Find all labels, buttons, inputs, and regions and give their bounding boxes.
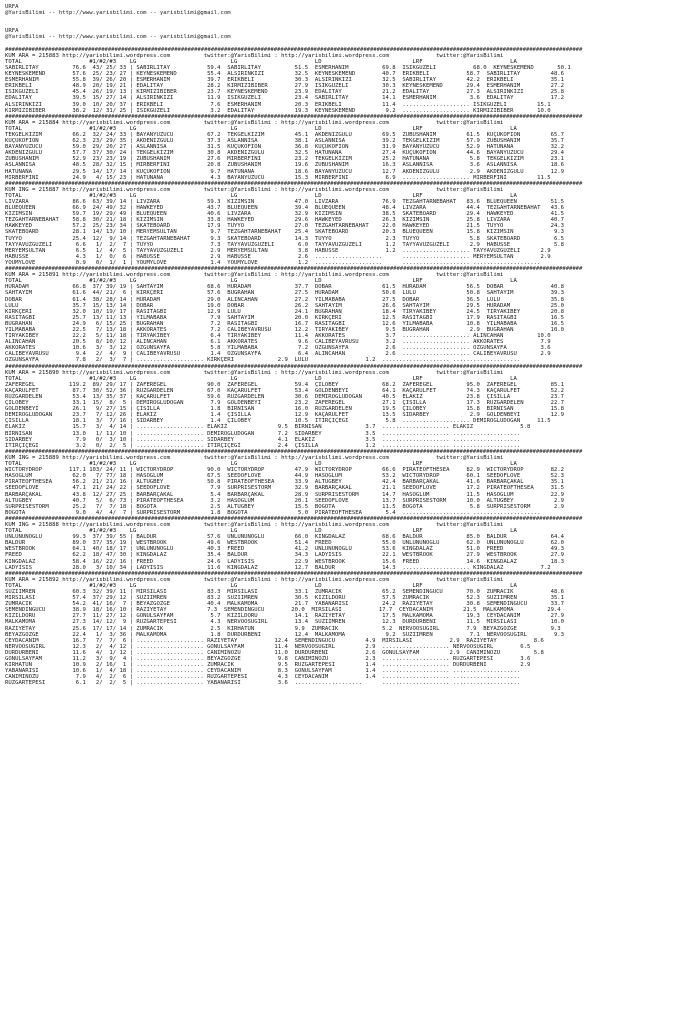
text-line: HABUSSE 4.3 1/ 0/ 6 | HABUSSE 2.9 HABUSSE 2.6 .................... .................... MERYEMSULTAN 2.9 <box>5 253 551 260</box>
text-line: CEYDACANIM 16.7 7/ 7/ 6 | .................... RAZIYETAY 12.4 SEMENDINGÜCÜ 4.9 MIRSILASI 2.9 RAZIYETAY 8.6 <box>5 637 544 644</box>
text-line: HASOGLUM 62.0 7/ 77/ 18 | HASOGLUM 67.5 SEEDOFLOVE 44.9 HASOGLUM 53.2 WICTORYDROP 60.1 SEEDOFLOVE 52.3 <box>5 473 565 480</box>
section-separator: ############################################################################################################################################################################## <box>5 363 583 370</box>
section-separator: ############################################################################################################################################################################## <box>5 266 583 273</box>
section-separator: ############################################################################################################################################################################## <box>5 46 583 53</box>
text-line: CALIBEYAVRUSU 9.4 2/ 4/ 9 | CALIBEYAVRUSU 1.4 ÖZGÜNSAYFA 6.4 ALINCAHAN 2.6 .................... CALIBEYAVRUSU 2.9 <box>5 351 551 358</box>
text-line: KIZILDORU 27.7 11/ 27/ 12 | GÖNÜLSAYFAM 5.7 KIZILDORU 14.1 RAZIYETAY 17.5 MALKAMOMA 19.3 CEYDACANIM 27.9 <box>5 613 565 620</box>
text-line: ZAFEREGEL 119.2 89/ 29/ 17 | ZAFEREGEL 90.0 ZAFEREGEL 59.4 ÇILOBEY 68.2 ZAFEREGEL 95.0 ZAFEREGEL 85.1 <box>5 381 565 388</box>
text-line: DURDURBENI 11.6 4/ 1/ 12 | .................... CANIMINOZÜ 11.0 DURDURBENI 2.6 GÖNÜLSAYFAM 2.9 CANIMINOZÜ 5.8 <box>5 649 544 656</box>
text-line: YILMABABA 22.5 7/ 13/ 18 | AKKORATES 7.2 CALIBEYAVRUSU 12.2 TIRYAKIBEY 9.5 BUGRAHAN 2.9 BUGRAHAN 10.0 <box>5 326 565 333</box>
text-line: YOUMYLOVE 0.9 0/ 1/ 1 | YOUMYLOVE 1.4 YOUMYLOVE 1.2 .................... .................... .................... <box>5 259 541 266</box>
text-line: TEKGELKIZIM 66.2 32/ 24/ 33 | BAYANYÜZÜCÜ 67.2 TEKGELKIZIM 45.1 AKDENIZGÜLÜ 69.5 ZÜBUSHANIM 61.5 KÜÇÜKOFION 65.7 <box>5 131 565 138</box>
text-line: ÖZGÜNSAYFA 7.8 2/ 3/ 7 | .................... KIRKÇERI 2.9 LULU 1.2 .................... .................... <box>5 357 521 364</box>
section-header-line: TOTAL #1/#2/#3 LG LG LD LRF LA <box>5 461 517 468</box>
text-line: EDALITAY 39.5 15/ 27/ 14 | ALSIRINKIZI 11.9 ISIKGÜZELI 23.4 SABIRLITAY 14.1 ESMERHANIM 3.6 EDALITAY 17.2 <box>5 95 565 102</box>
section-separator: ############################################################################################################################################################################## <box>5 448 583 455</box>
section-separator: ############################################################################################################################################################################## <box>5 113 583 120</box>
text-line: LULU 35.7 15/ 13/ 14 | DOBAR 19.0 DOBAR 26.2 SAHTAYIM 26.6 SAHTAYIM 29.5 HÜRADAM 25.0 <box>5 302 565 309</box>
text-line: ALSIRINKIZI 39.0 10/ 20/ 37 | ERIKBELI 7.6 ESMERHANIM 20.3 ERIKBELI 11.4 .................... ISIKGÜZELI 15.1 <box>5 101 551 108</box>
text-line: SAHTAYIM 61.6 44/ 21/ 6 | KIRKÇERI 57.6 BUGRAHAN 27.5 HÜRADAM 50.6 LULU 50.8 SAHTAYIM 39.3 <box>5 290 565 297</box>
text-line: HAWKEYED 57.2 25/ 23/ 34 | SKATEBOARD 17.9 TUYYO 27.0 TEZGAHTARNEBAHAT 22.0 HAWKEYED 21.5 TUYYO 24.3 <box>5 223 565 230</box>
section-header-line: TOTAL #1/#2/#3 LG LG LD LRF LA <box>5 582 517 589</box>
text-line: URFA <box>5 28 19 35</box>
text-line: BAYANYÜZÜCÜ 59.0 29/ 20/ 27 | ASLANNISA 31.5 KÜÇÜKOFION 36.8 KÜÇÜKOFION 31.9 BAYANYÜZÜCÜ 52.9 HATUNANA 32.2 <box>5 144 565 151</box>
text-line: BEYAZGÖZGE 22.4 1/ 3/ 36 | MALKAMOMA 1.8 DURDURBENI 12.4 MALKAMOMA 9.2 SUZIIMREN 7.1 NERVOOSUGIRL 9.3 <box>5 631 565 638</box>
text-line: ISIKGÜZELI 45.4 26/ 19/ 13 | KIRMIZIBIBER 23.7 KEYNESKEMEND 23.9 EDALITAY 21.2 EDALITAY 27.3 ALSIRINKIZI 25.8 <box>5 89 565 96</box>
section-header-line: KUM ARA = 215884 http://yarisbilimi.wordpress.com twitter:@YarisBilimi : http://yarisbilimi.wordpress.com twitter:@YarisBilimi <box>5 119 504 126</box>
text-line: HATUNANA 29.5 14/ 17/ 14 | KÜÇÜKOFION 9.7 HATUNANA 18.6 BAYANYÜZÜCÜ 12.7 AKDENIZGÜLÜ 2.9 AKDENIZGÜLÜ 12.9 <box>5 168 565 175</box>
text-line: SEEDOFLOVE 47.1 21/ 24/ 22 | SEEDOFLOVE 7.9 SURPRISESTORM 32.9 BARBARÇAKAL 21.1 SEEDOFLOVE 17.2 PIRATEOFTHESEA 31.5 <box>5 485 565 492</box>
section-header-line: KUM ING = 215889 http://yarisbilimi.wordpress.com twitter:@YarisBilimi : http://yarisbilimi.wordpress.com twitter:@YarisBilimi <box>5 454 504 461</box>
text-line: ALTUGBEY 40.7 5/ 6/ 73 | PIRATEOFTHESEA 3.2 HASOGLUM 20.1 SEEDOFLOVE 13.7 SURPRISESTORM 10.0 ALTUGBEY 2.9 <box>5 497 565 504</box>
text-line: ESMERHANIM 55.8 39/ 26/ 20 | ESMERHANIM 39.7 ERIKBELI 30.3 ALSIRINKIZI 32.5 SABIRLITAY 42.2 ERIKBELI 35.1 <box>5 77 565 84</box>
text-line: HÜRADAM 66.8 37/ 39/ 19 | SAHTAYIM 68.6 HÜRADAM 37.7 DOBAR 61.5 HÜRADAM 56.5 DOBAR 40.8 <box>5 284 565 291</box>
text-line: URFA <box>5 4 19 10</box>
section-header-line: KUM ARA = 215891 http://yarisbilimi.wordpress.com twitter:@YarisBilimi : http://yarisbilimi.wordpress.com twitter:@YarisBilimi <box>5 272 504 279</box>
text-line: FREED 62.2 18/ 47/ 30 | KINGDALAZ 35.4 BALDUR 34.3 LADYISIS 22.1 WESTBROOK 27.9 WESTBROOK 27.9 <box>5 552 565 559</box>
section-header-line: TOTAL #1/#2/#3 LG LG LD LRF LA <box>5 375 517 382</box>
section-header-line: TOTAL #1/#2/#3 LG LG LD LRF LA <box>5 58 517 65</box>
text-line: TIRYAKIBEY 22.2 5/ 11/ 18 | TIRYAKIBEY 6.4 TIRYAKIBEY 11.4 AKKORATES 3.7 .................... ALINCAHAN 10.0 <box>5 333 551 340</box>
text-line: AKDENIZGÜLÜ 57.7 37/ 30/ 24 | TEKGELKIZIM 30.8 AKDENIZGÜLÜ 32.5 HATUNANA 27.4 KÜÇÜKOFION 44.6 BAYANYÜZÜCÜ 29.4 <box>5 150 565 157</box>
text-line: YABANARISI 10.6 1/ 4/ 18 | .................... CEYDACANIM 8.3 GÖNÜLSAYFAM 1.4 .................... .................... <box>5 668 521 675</box>
text-line: ÇILOBEY 33.1 15/ 8/ 5 | DEMIROGLUDOGAN 7.9 GOLDENBEYI 23.2 ZAFEREGEL 27.1 ÇISILLA 17.3 RÜZGARDELEN 22.7 <box>5 400 565 407</box>
text-line: MALKAMOMA 27.3 14/ 12/ 9 | RÜZGARTEPESI 4.3 NERVOOSUGIRL 13.4 SUZIIMREN 12.3 DURDURBENI 11.5 MIRSILASI 10.0 <box>5 619 565 626</box>
text-line: GOLDENBEYI 26.1 9/ 27/ 15 | ÇISILLA 1.8 BIRNISAN 16.0 RÜZGARDELEN 19.5 ÇILOBEY 15.8 BIRNISAN 15.8 <box>5 406 565 413</box>
text-line: KIRHATUN 10.9 2/ 16/ 1 | .................... ZÜMRACIK 9.5 RÜZGARTEPESI 1.4 .................... DURDURBENI 2.9 <box>5 662 531 669</box>
text-line: KEYNESKEMEND 57.6 25/ 23/ 27 | KEYNESKEMEND 55.4 ALSIRINKIZI 32.5 KEYNESKEMEND 40.7 ERIKBELI 58.7 SABIRLITAY 48.6 <box>5 71 565 78</box>
text-line: RASITAGBI 25.7 13/ 11/ 13 | YILMABABA 7.9 SAHTAYIM 20.0 KIRKÇERI 12.5 RASITAGBI 17.9 RASITAGBI 16.5 <box>5 314 565 321</box>
text-line: KIZIMSIN 59.7 19/ 29/ 49 | BLUEQUEEN 40.6 LIVZARA 32.9 KIZIMSIN 38.5 SKATEBOARD 29.4 HAWKEYED 41.5 <box>5 211 565 218</box>
section-header-line: TOTAL #1/#2/#3 LG LG LD LRF LA <box>5 528 517 535</box>
text-line: SIDARBEY 7.9 0/ 3/ 10 | .................... SIDARBEY 4.1 ELAKIZ 3.5 .................... .................... <box>5 436 521 443</box>
text-line: TAYYAVUZGÜZELI 6.6 1/ 2/ 7 | TUYYO 7.3 TAYYAVUZGÜZELI 6.0 TAYYAVUZGÜZELI 1.2 TAYYAVUZGÜZELI 2.9 HABUSSE 5.8 <box>5 241 565 248</box>
text-line: BLUEQUEEN 66.9 24/ 49/ 32 | HAWKEYED 43.7 BLUEQUEEN 39.4 BLUEQUEEN 48.4 LIVZARA 44.4 TEZGAHTARNEBAHAT 43.6 <box>5 205 565 212</box>
text-line: SUZIIMREN 60.3 32/ 39/ 11 | MIRSILASI 83.3 MIRSILASI 33.1 ZÜMRACIK 65.2 SEMENDINGÜCÜ 70.0 ZÜMRACIK 48.6 <box>5 589 565 595</box>
text-line: BALDUR 89.0 37/ 35/ 19 | WESTBROOK 49.6 WESTBROOK 51.4 FREED 55.0 ÜNLÜNÜNOGLU 62.0 ÜNLÜNÜNOGLU 62.0 <box>5 540 565 547</box>
text-line: BOGOTA 9.0 4/ 4/ 7 | SURPRISESTORM 1.8 BOGOTA 5.0 PIRATEOFTHESEA 5.4 .................... .................... <box>5 509 541 516</box>
text-line: BUGRAHAN 24.9 6/ 15/ 25 | BUGRAHAN 7.2 RASITAGBI 16.7 RASITAGBI 12.6 YILMABABA 10.8 YILMABABA 16.5 <box>5 320 565 327</box>
section-header-line: KUM ING = 215887 http://yarisbilimi.wordpress.com twitter:@YarisBilimi : http://yarisbilimi.wordpress.com twitter:@YarisBilimi <box>5 186 504 193</box>
text-line: RÜZGARTEPESI 6.1 2/ 2/ 5 | .................... YABANARISI 3.6 .................... .................... .................... <box>5 680 521 687</box>
text-line: ÇISILLA 18.1 3/ 7/ 16 | SIDARBEY 1.4 ÇILOBEY 10.5 ITIRÇIÇEGI 5.8 .................... DEMIROGLUDOGAN 11.5 <box>5 418 551 425</box>
text-line: SURPRISESTORM 25.2 7/ 7/ 18 | BOGOTA 2.5 ALTUGBEY 15.5 BOGOTA 11.5 BOGOTA 5.8 SURPRISESTORM 2.9 <box>5 503 565 510</box>
section-header-line: KUM ING = 215888 http://yarisbilimi.wordpress.com twitter:@YarisBilimi : http://yarisbilimi.wordpress.com twitter:@YarisBilimi <box>5 521 504 528</box>
text-line: KINGDALAZ 58.4 16/ 22/ 16 | FREED 24.6 LADYISIS 22.9 WESTBROOK 15.6 FREED 14.6 KINGDALAZ 18.3 <box>5 558 565 565</box>
text-line: TUYYO 25.4 12/ 9/ 14 | TEZGAHTARNEBAHAT 9.3 SKATEBOARD 14.3 TUYYO 2.3 TUYYO 5.8 SKATEBOARD 6.5 <box>5 235 565 242</box>
text-line: MIRBERFINI 24.9 4/ 15/ 23 | HATUNANA 4.3 BAYANYÜZÜCÜ 15.3 MIRBERFINI 6.9 .................... MIRBERFINI 11.5 <box>5 174 551 181</box>
text-line: ALINCAHAN 20.5 8/ 10/ 12 | ALINCAHAN 6.1 AKKORATES 9.6 CALIBEYAVRUSU 3.2 .................... AKKORATES 7.9 <box>5 339 551 346</box>
text-line: ZÜBUSHANIM 52.9 23/ 23/ 19 | ZÜBUSHANIM 27.6 MIRBERFINI 23.2 TEKGELKIZIM 25.2 HATUNANA 5.8 TEKGELKIZIM 23.1 <box>5 156 565 163</box>
section-separator: ############################################################################################################################################################################## <box>5 515 583 522</box>
text-line: ELAKIZ 15.7 3/ 4/ 14 | .................... ELAKIZ 9.5 BIRNISAN 3.7 .................... ELAKIZ 5.8 <box>5 424 531 431</box>
text-line: MIRSILASI 57.4 37/ 29/ 12 | SUZIIMREN 83.2 SUZIIMREN 30.5 KIZILDORU 57.5 ZÜMRACIK 52.3 SUZIIMREN 35.1 <box>5 595 565 602</box>
text-line: LIVZARA 86.6 63/ 39/ 14 | LIVZARA 59.3 KIZIMSIN 47.0 LIVZARA 76.9 TEZGAHTARNEBAHAT 83.6 BLUEQUEEN 51.5 <box>5 199 565 205</box>
section-separator: ############################################################################################################################################################################## <box>5 570 583 577</box>
text-line: NERVOOSUGIRL 12.3 2/ 4/ 12 | .................... GÖNÜLSAYFAM 11.4 NERVOOSUGIRL 2.9 .................... NERVOOSUGIRL 6.5 <box>5 643 531 650</box>
text-line: BIRNISAN 13.0 1/ 11/ 10 | .................... DEMIROGLUDOGAN 7.2 SIDARBEY 3.5 .................... .................... <box>5 430 521 437</box>
text-line: WESTBROOK 64.1 40/ 18/ 17 | ÜNLÜNÜNOGLU 40.3 FREED 41.2 ÜNLÜNÜNOGLU 53.6 KINGDALAZ 51.0 FREED 49.3 <box>5 546 565 553</box>
text-line: WICTORYDROP 117.1 103/ 24/ 11 | WICTORYDROP 90.0 WICTORYDROP 47.9 WICTORYDROP 66.6 PIRATEOFTHESEA 82.9 WICTORYDROP 82.2 <box>5 467 565 474</box>
section-header-line: TOTAL #1/#2/#3 LG LG LD LRF LA <box>5 278 517 285</box>
text-line: KIRKÇERI 32.0 10/ 19/ 17 | RASITAGBI 12.9 LULU 24.1 BUGRAHAN 18.4 TIRYAKIBEY 24.5 TIRYAKIBEY 20.8 <box>5 308 565 315</box>
section-header-line: KUM ARA = 215883 http://yarisbilimi.wordpress.com twitter:@YarisBilimi : http://yarisbilimi.wordpress.com twitter:@YarisBilimi <box>5 52 504 59</box>
section-header-line: TOTAL #1/#2/#3 LG LG LD LRF LA <box>5 125 517 132</box>
text-line: LADYISIS 28.0 3/ 10/ 34 | LADYISIS 11.6 KINGDALAZ 12.7 BALDUR 14.3 .................... KINGDALAZ 7.2 <box>5 564 551 571</box>
text-line: ÜNLÜNÜNOGLU 99.3 37/ 39/ 55 | BALDUR 57.6 ÜNLÜNÜNOGLU 66.0 KINGDALAZ 68.6 BALDUR 85.0 BALDUR 64.4 <box>5 534 565 541</box>
section-header-line: KUM ARA = 215890 http://yarisbilimi.wordpress.com twitter:@YarisBilimi : http://yarisbilimi.wordpress.com twitter:@YarisBilimi <box>5 369 504 376</box>
text-line: CANIMINOZÜ 7.9 4/ 2/ 6 | .................... RÜZGARTEPESI 4.3 CEYDACANIM 1.4 .................... .................... <box>5 674 521 681</box>
section-header-line: KUM ARA = 215892 http://yarisbilimi.wordpress.com twitter:@YarisBilimi : http://yarisbilimi.wordpress.com twitter:@YarisBilimi <box>5 576 504 583</box>
text-line: ERIKBELI 48.9 20/ 19/ 21 | EDALITAY 28.2 KIRMIZIBIBER 27.9 ISIKGÜZELI 30.3 KEYNESKEMEND 29.4 ESMERHANIM 27.2 <box>5 83 565 90</box>
section-separator: ############################################################################################################################################################################## <box>5 180 583 187</box>
text-line: SKATEBOARD 28.1 14/ 13/ 10 | MERYEMSULTAN 9.7 TEZGAHTARNEBAHAT 25.4 SKATEBOARD 20.3 BLUEQUEEN 15.8 KIZIMSIN 9.3 <box>5 229 565 236</box>
text-line: ITIRÇIÇEGI 3.2 0/ 2/ 5 | .................... ITIRÇIÇEGI 2.4 ÇISILLA 1.2 .................... .................... <box>5 442 521 449</box>
text-line: KÜÇÜKOFION 62.3 23/ 29/ 35 | AKDENIZGÜLÜ 37.3 ASLANNISA 38.1 ASLANNISA 39.2 TEKGELKIZIM 57.9 ZÜBUSHANIM 35.7 <box>5 138 565 145</box>
text-line: @YarisBilimi -- http://www.yarisbilimi.com -- yarisbilimi@gmail.com <box>5 34 231 41</box>
text-line: DOBAR 61.4 38/ 28/ 14 | HÜRADAM 29.0 ALINCAHAN 27.2 YILMABABA 27.5 DOBAR 36.5 LULU 35.8 <box>5 296 565 303</box>
text-line: RAZIYETAY 25.6 17/ 17/ 14 | ZÜMRACIK 2.5 KIRHATUN 9.9 ZÜMRACIK 5.2 NERVOOSUGIRL 7.9 BEYAZGÖZGE 9.3 <box>5 625 561 632</box>
section-header-line: TOTAL #1/#2/#3 LG LG LD LRF LA <box>5 192 517 199</box>
text-line: TEZGAHTARNEBAHAT 58.8 30/ 21/ 18 | KIZIMSIN 33.8 HAWKEYED 29.6 HAWKEYED 26.3 KIZIMSIN 25.8 LIVZARA 40.7 <box>5 217 565 224</box>
text-line: SABIRLITAY 76.6 43/ 25/ 33 | SABIRLITAY 59.4 SABIRLITAY 51.5 ESMERHANIM 69.8 ISIKGÜZELI 68.0 KEYNESKEMEND 50.1 <box>5 64 571 71</box>
text-line: MERYEMSULTAN 6.5 1/ 4/ 5 | TAYYAVUZGÜZELI 2.9 MERYEMSULTAN 3.8 HABUSSE 1.2 .................... TAYYAVUZGÜZELI 2.9 <box>5 247 551 254</box>
text-line: SEMENDINGÜCÜ 38.9 18/ 16/ 10 | RAZIYETAY 7.3 SEMENDINGÜCÜ 20.0 MIRSILASI 17.7 CEYDACANIM 21.5 MALKAMOMA 29.4 <box>5 607 561 614</box>
text-line: ZÜMRACIK 54.2 41/ 16/ 7 | BEYAZGÖZGE 40.4 MALKAMOMA 21.7 YABANARISI 24.2 RAZIYETAY 30.8 SEMENDINGÜCÜ 33.7 <box>5 601 565 608</box>
text-line: KIRMIZIBIBER 38.2 12/ 31/ 25 | ISIKGÜZELI 3.2 EDALITAY 19.3 KEYNESKEMEND 9.2 .................... KIRMIZIBIBER 10.0 <box>5 107 551 114</box>
text-line: GÖNÜLSAYFAM 11.2 3/ 9/ 4 | .................... BEYAZGÖZGE 9.8 CANIMINOZÜ 2.3 .................... RÜZGARTEPESI 3.6 <box>5 656 531 663</box>
text-line: AKKORATES 10.6 3/ 3/ 12 | ÖZGÜNSAYFA 5.8 YILMABABA 7.2 ÖZGÜNSAYFA 2.6 .................... ÖZGÜNSAYFA 3.6 <box>5 345 551 352</box>
text-line: BARBARÇAKAL 43.8 12/ 27/ 25 | BARBARÇAKAL 5.4 BARBARÇAKAL 28.9 SURPRISESTORM 14.7 HASOGLUM 11.5 HASOGLUM 22.9 <box>5 491 565 498</box>
text-line: PIRATEOFTHESEA 56.2 21/ 21/ 16 | ALTUGBEY 50.8 PIRATEOFTHESEA 33.9 ALTUGBEY 42.4 BARBARÇAKAL 41.6 BARBARÇAKAL 35.1 <box>5 479 565 486</box>
text-line: @YarisBilimi -- http://www.yarisbilimi.com -- yarisbilimi@gmail.com <box>5 10 231 17</box>
text-line: KAÇARÜLFET 87.7 30/ 52/ 36 | RÜZGARDELEN 67.0 KAÇARÜLFET 53.4 GOLDENBEYI 64.1 KAÇARÜLFET 74.3 KAÇARÜLFET 52.2 <box>5 387 565 394</box>
text-line: DEMIROGLUDOGAN 23.7 7/ 12/ 26 | ELAKIZ 1.4 ÇISILLA 12.9 KAÇARÜLFET 13.5 SIDARBEY 2.9 GOLDENBEYI 12.9 <box>5 412 565 419</box>
text-line: RÜZGARDELEN 53.4 13/ 35/ 37 | KAÇARÜLFET 59.6 RÜZGARDELEN 30.6 DEMIROGLUDOGAN 40.5 ELAKIZ 23.8 ÇISILLA 23.7 <box>5 394 565 400</box>
text-line: ASLANNISA 48.5 28/ 32/ 15 | MIRBERFINI 20.8 ZÜBUSHANIM 19.6 ZÜBUSHANIM 16.3 ASLANNISA 3.6 ASLANNISA 18.6 <box>5 162 565 169</box>
